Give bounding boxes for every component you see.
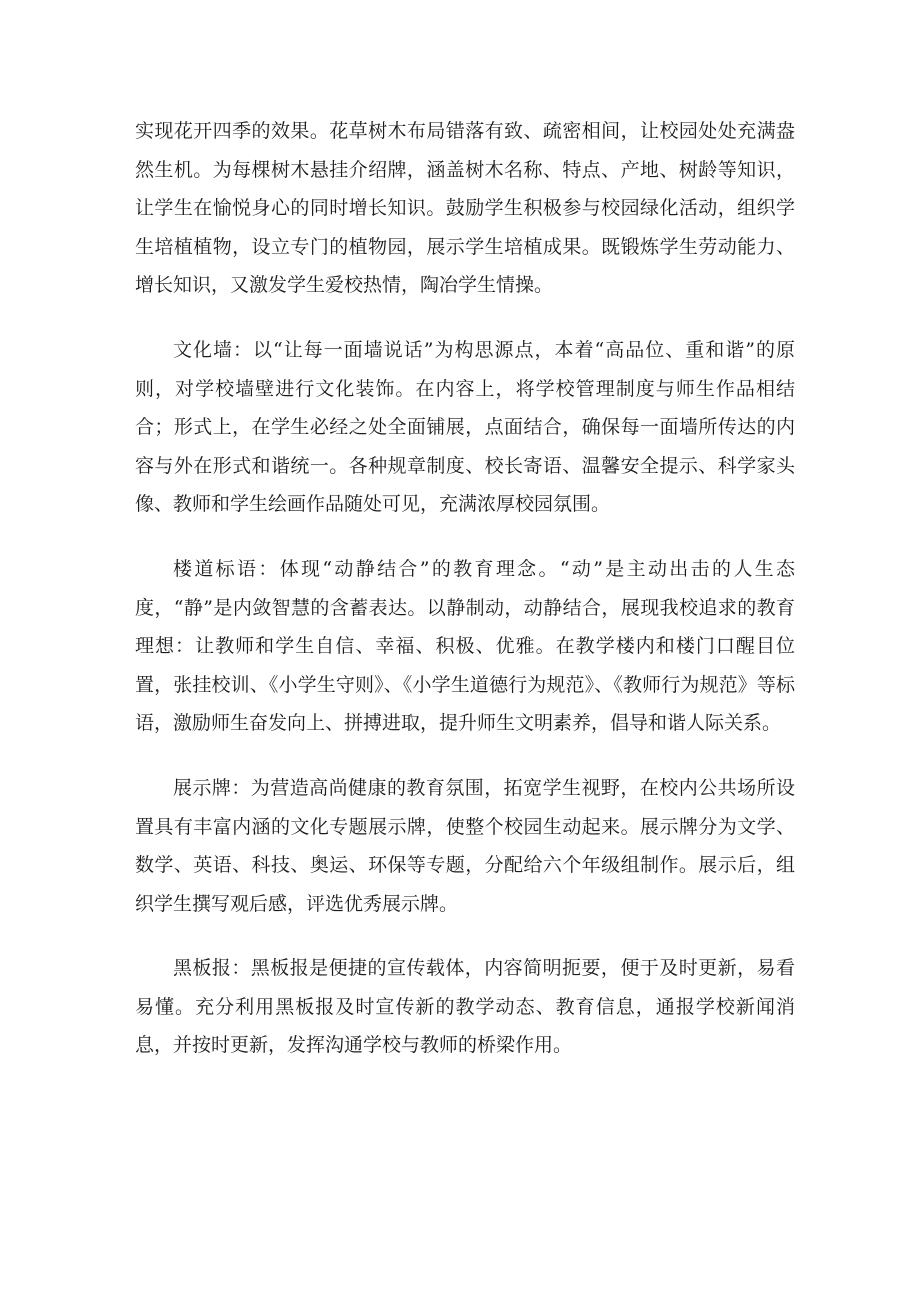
paragraph-display-boards: 展示牌：为营造高尚健康的教育氛围，拓宽学生视野，在校内公共场所设置具有丰富内涵的文化专题展示牌，使整个校园生动起来。展示牌分为文学、数学、英语、科技、奥运、环保等专题，分配给六个年级组制作。展示后，组织学生撰写观后感，评选优秀展示牌。 — [135, 776, 795, 915]
document-body — [135, 112, 795, 1091]
paragraph-corridor-slogans: 楼道标语：体现“动静结合”的教育理念。“动”是主动出击的人生态度，“静”是内敛智慧的含蓄表达。以静制动，动静结合，展现我校追求的教育理想：让教师和学生自信、幸福、积极、优雅。在教学楼内和楼门口醒目位置，张挂校训、《小学生守则》、《小学生道德行为规范》、《教师行为规范》等标语，激励师生奋发向上、拼搏进取，提升师生文明素养，倡导和谐人际关系。 — [135, 557, 795, 735]
paragraph-greening-continued: 实现花开四季的效果。花草树木布局错落有致、疏密相间，让校园处处充满盎然生机。为每棵树木悬挂介绍牌，涵盖树木名称、特点、产地、树龄等知识，让学生在愉悦身心的同时增长知识。鼓励学生积极参与校园绿化活动，组织学生培植植物，设立专门的植物园，展示学生培植成果。既锻炼学生劳动能力、增长知识，又激发学生爱校热情，陶冶学生情操。 — [135, 120, 795, 297]
paragraph-culture-wall: 文化墙：以“让每一面墙说话”为构思源点，本着“高品位、重和谐”的原则，对学校墙壁进行文化装饰。在内容上，将学校管理制度与师生作品相结合；形式上，在学生必经之处全面铺展，点面结合，确保每一面墙所传达的内容与外在形式和谐统一。各种规章制度、校长寄语、温馨安全提示、科学家头像、教师和学生绘画作品随处可见，充满浓厚校园氛围。 — [135, 338, 795, 516]
paragraph-blackboard-newspaper: 黑板报：黑板报是便捷的宣传载体，内容简明扼要，便于及时更新，易看易懂。充分利用黑板报及时宣传新的教学动态、教育信息，通报学校新闻消息，并按时更新，发挥沟通学校与教师的桥梁作用。 — [135, 957, 795, 1057]
